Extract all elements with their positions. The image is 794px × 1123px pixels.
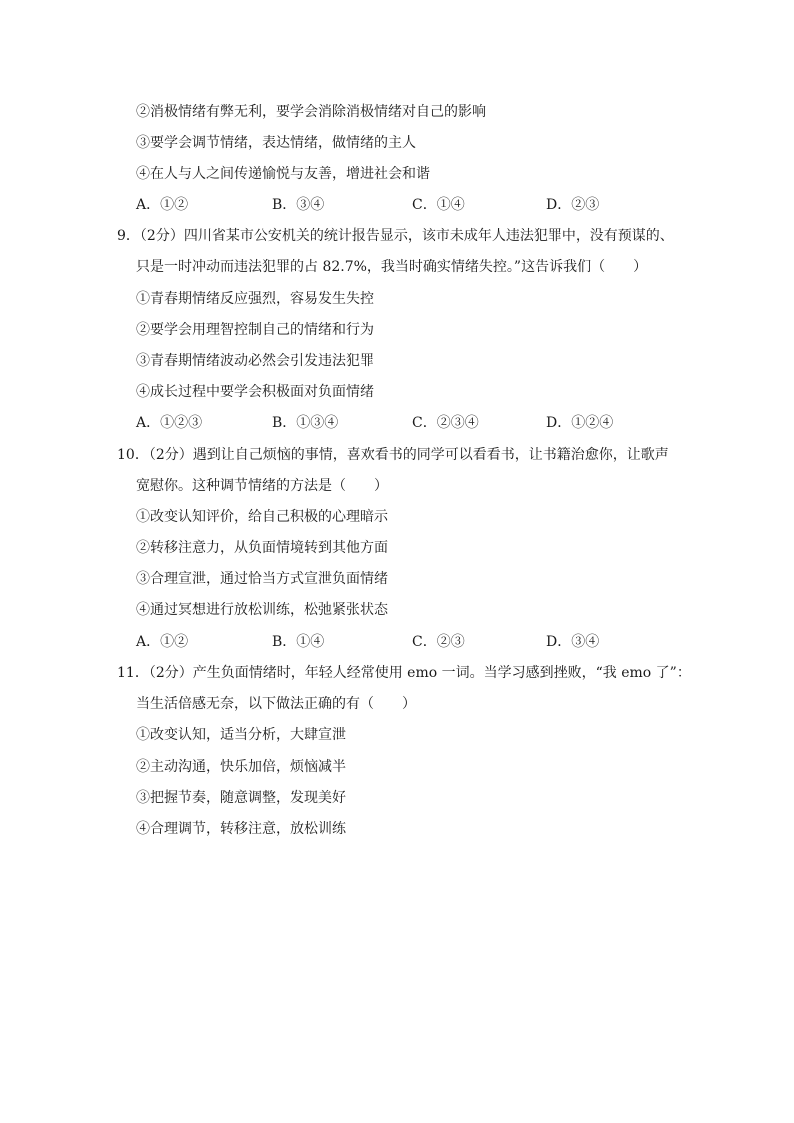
q10-item-4: ④通过冥想进行放松训练，松弛紧张状态 (136, 602, 388, 618)
q10-stem-line-1: 10．（2分）遇到让自己烦恼的事情，喜欢看书的同学可以看看书，让书籍治愈你，让歌声 (117, 447, 669, 463)
q10-item-2: ②转移注意力，从负面情境转到其他方面 (136, 540, 388, 556)
q10-option-a: A．①② (136, 634, 189, 650)
q11-stem-line-2: 当生活倍感无奈，以下做法正确的有（ ） (136, 696, 416, 712)
q8-item-3: ③要学会调节情绪，表达情绪，做情绪的主人 (136, 135, 416, 151)
q9-option-c: C．②③④ (412, 415, 479, 431)
q10-option-b: B．①④ (272, 634, 325, 650)
q11-item-4: ④合理调节，转移注意，放松训练 (136, 821, 346, 837)
q9-stem-line-1: 9．（2分）四川省某市公安机关的统计报告显示，该市未成年人违法犯罪中，没有预谋的、 (117, 228, 674, 244)
q8-option-d: D．②③ (546, 197, 600, 213)
q11-stem-line-1: 11．（2分）产生负面情绪时，年轻人经常使用 emo 一词。当学习感到挫败，“我 emo 了”： (117, 665, 691, 681)
q9-option-a: A．①②③ (136, 415, 203, 431)
q9-item-3: ③青春期情绪波动必然会引发违法犯罪 (136, 353, 374, 369)
q8-item-4: ④在人与人之间传递愉悦与友善，增进社会和谐 (136, 166, 430, 182)
q11-item-2: ②主动沟通，快乐加倍，烦恼减半 (136, 759, 346, 775)
q10-stem-line-2: 宽慰你。这种调节情绪的方法是（ ） (136, 478, 388, 494)
q8-option-c: C．①④ (412, 197, 465, 213)
q11-item-1: ①改变认知，适当分析，大肆宣泄 (136, 727, 346, 743)
q8-item-2: ②消极情绪有弊无利，要学会消除消极情绪对自己的影响 (136, 104, 486, 120)
q9-item-2: ②要学会用理智控制自己的情绪和行为 (136, 322, 374, 338)
q8-option-b: B．③④ (272, 197, 325, 213)
q10-option-d: D．③④ (546, 634, 600, 650)
q9-options (136, 413, 676, 433)
q10-options (136, 632, 676, 652)
q11-item-3: ③把握节奏，随意调整，发现美好 (136, 790, 346, 806)
q9-option-d: D．①②④ (546, 415, 614, 431)
q8-options (136, 195, 676, 215)
q10-item-3: ③合理宣泄，通过恰当方式宣泄负面情绪 (136, 571, 388, 587)
q9-option-b: B．①③④ (272, 415, 339, 431)
q9-stem-line-2: 只是一时冲动而违法犯罪的占 82.7%，我当时确实情绪失控。”这告诉我们（ ） (136, 259, 648, 275)
q9-item-4: ④成长过程中要学会积极面对负面情绪 (136, 384, 374, 400)
q9-item-1: ①青春期情绪反应强烈，容易发生失控 (136, 291, 374, 307)
q8-option-a: A．①② (136, 197, 189, 213)
q10-option-c: C．②③ (412, 634, 465, 650)
q10-item-1: ①改变认知评价，给自己积极的心理暗示 (136, 509, 388, 525)
